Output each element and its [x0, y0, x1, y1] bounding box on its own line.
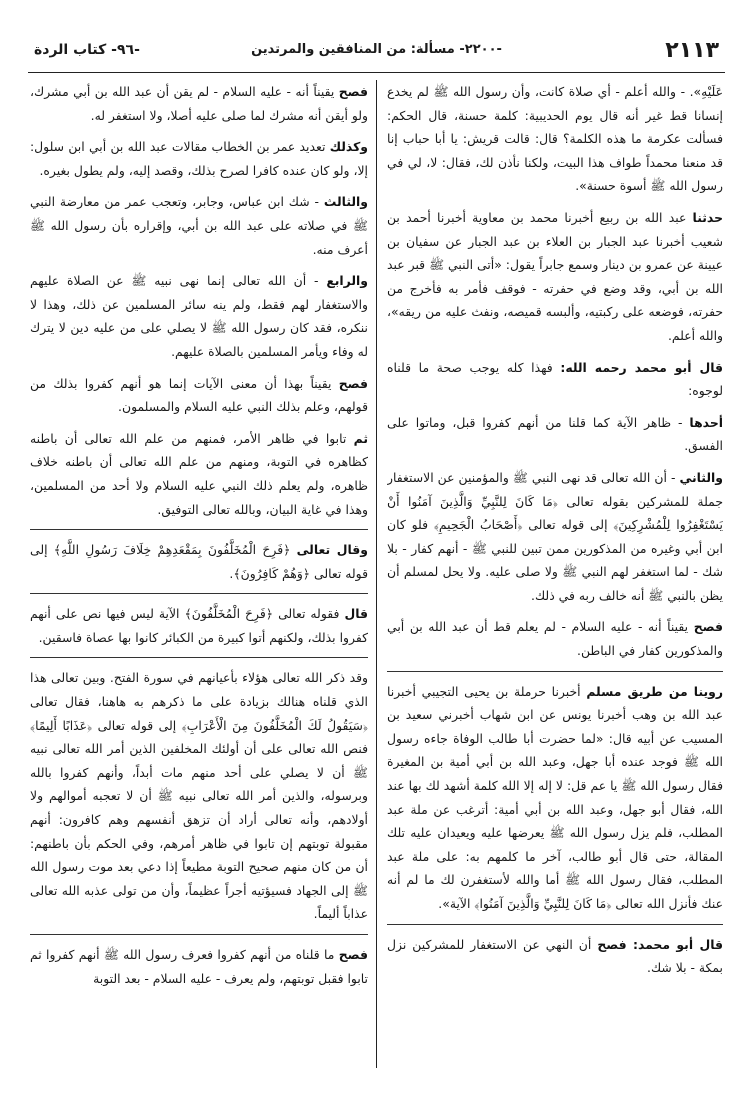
page-number: ٢١١٣ — [665, 38, 719, 63]
paragraph — [30, 269, 368, 363]
right-column — [387, 80, 723, 1072]
paragraph — [387, 924, 723, 980]
header-rule — [28, 72, 725, 73]
paragraph — [30, 372, 368, 419]
column-divider — [376, 80, 377, 1068]
paragraph — [30, 135, 368, 182]
paragraph-text: فهذا كله يوجب صحة ما قلناه لوجوه: — [387, 359, 723, 399]
paragraph-text: عَلَيْهِ». - والله أعلم - أي صلاة كانت، وأن رسول الله ﷺ لم يخدع إنسانا قط غير أنه قال يوم الحديبية: كلمة حسنة، قال الحكم: فسألت عكرمة ما هذه الكلمة؟ قال: قالت قريش: يا أبا حباب إنا قد منعنا محمداً طواف هذا البيت، ولكنا نأذن لك، فقال: لا، لي في رسول الله ﷺ أسوة حسنة». — [387, 84, 723, 194]
paragraph — [387, 615, 723, 662]
paragraph — [30, 190, 368, 261]
paragraph-lead: والرابع — [326, 273, 368, 289]
paragraph-text: تعديد عمر بن الخطاب مقالات عبد الله بن أبي ابن سلول: إلا، ولو كان عنده كافرا لصرح بذلك، وقصد إليه، ولم يطول بغيره. — [30, 139, 368, 178]
left-column — [30, 80, 368, 1072]
paragraph-lead: وكذلك — [329, 139, 368, 155]
paragraph-lead: فصح — [338, 375, 368, 391]
paragraph — [30, 657, 368, 926]
paragraph-text: - ظاهر الآية كما قلنا من أنهم كفروا قبل، وماتوا على الفسق. — [387, 414, 723, 454]
paragraph-text: - أن الله تعالى قد نهى النبي ﷺ والمؤمنين عن الاستغفار جملة للمشركين بقوله تعالى ﴿مَا كَانَ لِلنَّبِيِّ وَالَّذِينَ آمَنُوا أَنْ يَسْتَغْفِرُوا لِلْمُشْرِكِينَ﴾ إلى قوله تعالى ﴿أَصْحَابُ الْجَحِيمِ﴾ فلو كان ابن أبي وغيره من المذكورين ممن تبين للنبي ﷺ - أنهم كفار - بلا شك - لما استغفر لهم النبي ﷺ ولا صلى عليه. ولا يحل لمسلم أن يظن بالنبي ﷺ أنه خالف ربه في ذلك. — [387, 469, 723, 603]
running-title: -٢٢٠٠- مسألة: من المنافقين والمرتدين — [251, 42, 502, 57]
paragraph-text: أخبرنا حرملة بن يحيى التجيبي أخبرنا عبد الله بن وهب أخبرنا يونس عن ابن شهاب أخبرني سعيد بن المسيب عن أبيه قال: «لما حضرت أبا طالب الوفاة جاءه رسول الله ﷺ فوجد عنده أبا جهل، وعبد الله بن أبي أمية بن المغيرة فقال رسول الله ﷺ يا عم قل: لا إله إلا الله كلمة أشهد لك بها عند الله، فقال أبو جهل، وعبد الله بن أبي أمية: أترغب عن ملة عبد المطلب، فلم يزل رسول الله ﷺ يعرضها عليه ويعيدان عليه تلك المقالة، حتى قال أبو طالب، آخر ما كلمهم به: على ملة عبد المطلب، فقال رسول الله ﷺ أما والله لأستغفرن لك ما لم أنه عنك فأنزل الله تعالى ﴿مَا كَانَ لِلنَّبِيِّ وَالَّذِينَ آمَنُوا﴾ الآية». — [387, 683, 723, 911]
paragraph-lead: أحدها — [689, 414, 723, 430]
paragraph-text: - أن الله تعالى إنما نهى نبيه ﷺ عن الصلاة عليهم والاستغفار لهم فقط، ولم ينه سائر المسلمين عن ذلك، وهذا لا ننكره، فقد كان رسول الله ﷺ لا يصلي على من عليه دين لا يترك له وفاء ويأمر المسلمين بالصلاة عليهم. — [30, 273, 368, 359]
paragraph-lead: فصح — [338, 84, 368, 99]
paragraph-lead: وقال تعالى — [296, 542, 368, 558]
paragraph-text: ما قلناه من أنهم كفروا فعرف رسول الله ﷺ أنهم كفروا ثم تابوا فقبل توبتهم، ولم يعرف - عليه السلام - بعد التوبة — [30, 947, 368, 986]
paragraph-text: وقد ذكر الله تعالى هؤلاء بأعيانهم في سورة الفتح. وبين تعالى هذا الذي قلناه هنالك بزيادة على ما ذكرهم به هاهنا، فقال تعالى ﴿سَيَقُولُ لَكَ الْمُخَلَّفُونَ مِنَ الْأَعْرَابِ﴾ إلى قوله تعالى ﴿عَذَابًا أَلِيمًا﴾ فنص الله تعالى على أن أولئك المخلفين الذين أمر الله تعالى نبيه ﷺ أن لا يصلي على أحد منهم مات أبداً، وأنهم كفروا بالله وبرسوله، والذين أمر الله تعالى نبيه ﷺ أن لا تعجبه أموالهم ولا أولادهم، وأنه تعالى أراد أن تزهق أنفسهم وهم كافرون: أنهم مقبولة توبتهم إن تابوا في ظاهر أمرهم، وفي الحكم بأن باطنهم: أن من كان منهم صحيح التوبة مطيعاً إذا دعي بعد موت رسول الله ﷺ إلى الجهاد فسيؤتيه أجراً عظيماً، وأن من تولى عذبه الله تعالى عذاباً أليماً. — [30, 670, 368, 922]
paragraph — [387, 411, 723, 458]
paragraph — [387, 206, 723, 348]
paragraph-lead: فصح — [693, 619, 723, 635]
paragraph — [387, 466, 723, 608]
paragraph — [30, 934, 368, 990]
paragraph — [30, 593, 368, 649]
paragraph-lead: والثاني — [679, 469, 723, 485]
paragraph-text: يقيناً بهذا أن معنى الآيات إنما هو أنهم كفروا بذلك من قولهم، وعلم بذلك النبي عليه السلام والمسلمون. — [30, 375, 368, 415]
paragraph-lead: قال أبو محمد رحمه الله: — [560, 359, 723, 375]
paragraph — [30, 80, 368, 127]
paragraph — [30, 427, 368, 521]
paragraph-lead: فصح — [338, 947, 368, 962]
page-header — [28, 38, 725, 68]
paragraph-lead: حدثنا — [692, 209, 723, 225]
paragraph-text: فقوله تعالى ﴿فَرِحَ الْمُخَلَّفُونَ﴾ الآية ليس فيها نص على أنهم كفروا بذلك، ولكنهم أتوا كبيرة من الكبائر كانوا بها عصاة فاسقين. — [30, 606, 368, 645]
paragraph-lead: قال أبو محمد: فصح — [597, 936, 723, 952]
paragraph — [387, 671, 723, 916]
paragraph-text: يقيناً أنه - عليه السلام - لم يقن أن عبد الله بن أبي مشرك، ولو أيقن أنه مشرك لما صلى عليه أصلا، ولا استغفر له. — [30, 84, 368, 123]
paragraph-text: تابوا في ظاهر الأمر، فمنهم من علم الله تعالى أن باطنه كظاهره في التوبة، ومنهم من علم الله تعالى أن باطنه خلاف ظاهره، ولم يعلم ذلك النبي عليه السلام ولا أحد من المسلمين، وهذا في غاية البيان، وبالله تعالى التوفيق. — [30, 430, 368, 517]
paragraph-text: عبد الله بن ربيع أخبرنا محمد بن معاوية أخبرنا أحمد بن شعيب أخبرنا عبد الجبار بن العلاء بن عبد الجبار عن سفيان بن عيينة عن عمرو بن دينار وسمع جابراً يقول: «أتى النبي ﷺ قبر عبد الله بن أبي، وقد وضع في حفرته - فوقف فأمر به فأخرج من حفرته، فوضعه على ركبتيه، وألبسه قميصه، ونفث عليه من ريقه»، والله أعلم. — [387, 209, 723, 343]
paragraph-text: - شك ابن عباس، وجابر، وتعجب عمر من معارضة النبي ﷺ في صلاته على عبد الله بن أبي، وإقراره بأن رسول الله ﷺ أعرف منه. — [30, 194, 368, 257]
paragraph-lead: قال — [344, 606, 368, 622]
paragraph — [387, 356, 723, 403]
paragraph-lead: روينا من طريق مسلم — [586, 683, 723, 699]
paragraph — [30, 529, 368, 585]
paragraph-text: ﴿فَرِحَ الْمُخَلَّفُونَ بِمَقْعَدِهِمْ خِلَافَ رَسُولِ اللَّهِ﴾ إلى قوله تعالى ﴿وَهُمْ كَافِرُونَ﴾. — [30, 542, 368, 581]
paragraph-text: يقيناً أنه - عليه السلام - لم يعلم قط أن عبد الله بن أبي والمذكورين كفار في الباطن. — [387, 619, 723, 659]
book-title: -٩٦- كتاب الردة — [34, 42, 140, 58]
paragraph-text: أن النهي عن الاستغفار للمشركين نزل بمكة - بلا شك. — [387, 936, 723, 976]
paragraph — [387, 80, 723, 198]
paragraph-lead: ثم — [353, 430, 368, 446]
paragraph-lead: والثالث — [323, 194, 368, 210]
